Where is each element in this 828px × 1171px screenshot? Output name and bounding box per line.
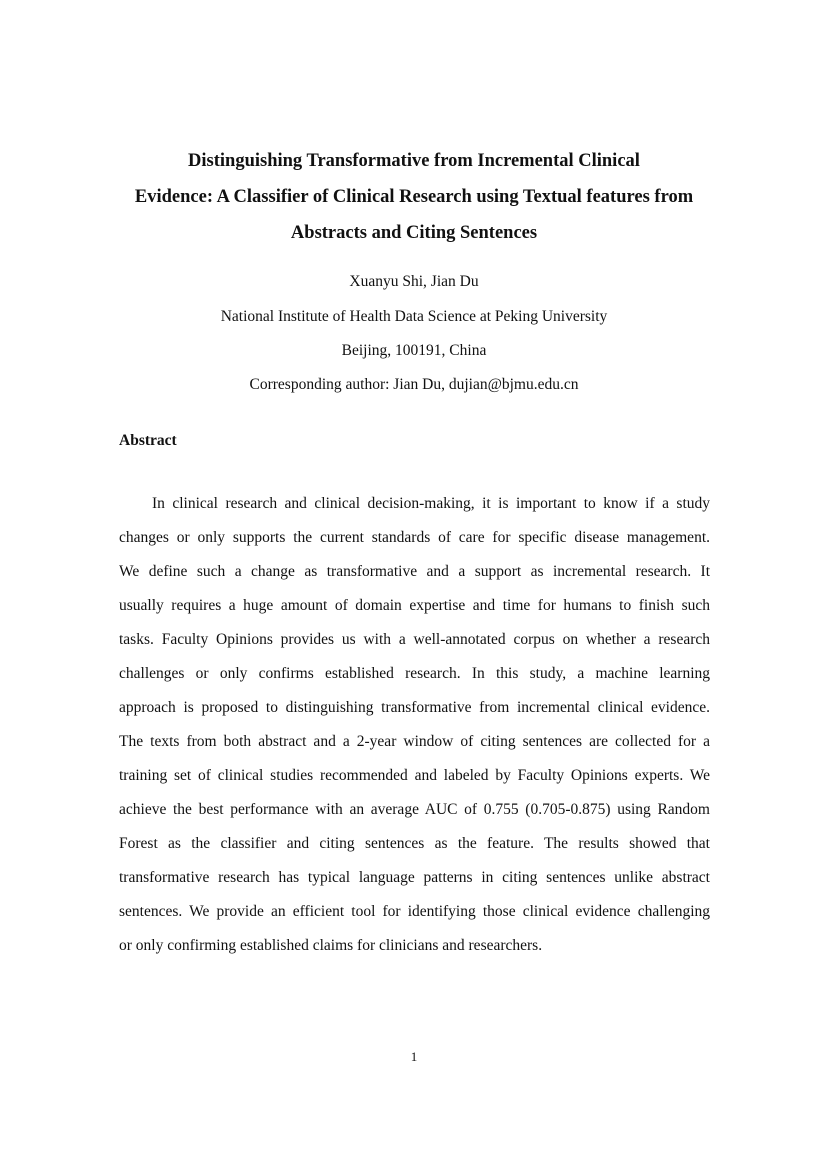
- abstract-line: achieve the best performance with an average AUC of 0.755 (0.705-0.875) using Random: [119, 801, 710, 818]
- abstract-line: challenges or only confirms established research. In this study, a machine learning: [119, 665, 710, 682]
- abstract-body: [119, 487, 710, 963]
- abstract-line: transformative research has typical language patterns in citing sentences unlike abstract: [119, 869, 710, 886]
- authors: Xuanyu Shi, Jian Du: [349, 273, 479, 290]
- page-number: 1: [410, 1049, 418, 1064]
- abstract-heading: Abstract: [119, 432, 177, 449]
- corresponding-author: Corresponding author: Jian Du, dujian@bjmu.edu.cn: [249, 376, 579, 393]
- title-line: Evidence: A Classifier of Clinical Research using Textual features from: [134, 187, 694, 207]
- abstract-line: The texts from both abstract and a 2-year window of citing sentences are collected for a: [119, 733, 710, 750]
- abstract-line: sentences. We provide an efficient tool for identifying those clinical evidence challenging: [119, 903, 710, 920]
- abstract-line: Forest as the classifier and citing sentences as the feature. The results showed that: [119, 835, 710, 852]
- abstract-line: We define such a change as transformative and a support as incremental research. It: [119, 563, 710, 580]
- abstract-line: approach is proposed to distinguishing transformative from incremental clinical evidence.: [119, 699, 710, 716]
- abstract-line: training set of clinical studies recommended and labeled by Faculty Opinions experts. We: [119, 767, 710, 784]
- paper-title: [100, 143, 728, 251]
- title-line: Distinguishing Transformative from Incremental Clinical: [188, 151, 640, 171]
- location: Beijing, 100191, China: [341, 342, 487, 359]
- affiliation: National Institute of Health Data Science at Peking University: [220, 308, 608, 325]
- abstract-line: or only confirming established claims for clinicians and researchers.: [119, 937, 543, 954]
- abstract-line: tasks. Faculty Opinions provides us with a well-annotated corpus on whether a research: [119, 631, 710, 648]
- abstract-line: changes or only supports the current standards of care for specific disease management.: [119, 529, 710, 546]
- abstract-line: usually requires a huge amount of domain expertise and time for humans to finish such: [119, 597, 710, 614]
- title-line: Abstracts and Citing Sentences: [290, 223, 538, 243]
- abstract-line: In clinical research and clinical decision-making, it is important to know if a study: [152, 495, 710, 512]
